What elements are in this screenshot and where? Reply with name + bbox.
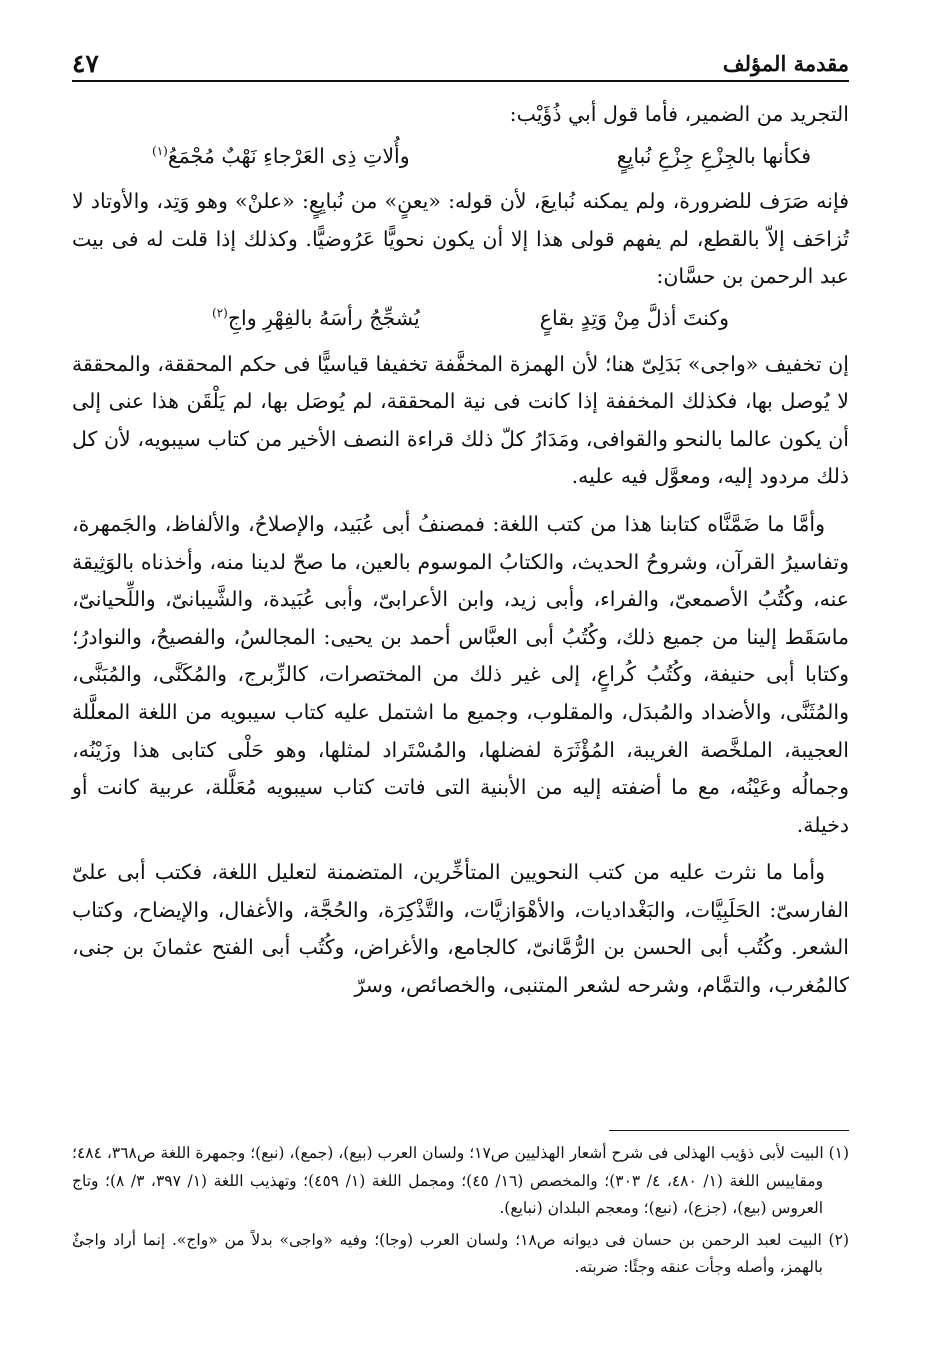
paragraph-takhfif: إن تخفيف «واجى» بَدَلِىّ هنا؛ لأن الهمزة المخفَّفة تخفيفا قياسيًّا فى حكم المحققة، والمحققة لا يُوصل بها، فكذلك المخففة إذا كانت فى نية المحققة، لم يُوصَل بها، لم يَلْقَن هذا عنى إلى أن يكون عالما بالنحو والقوافى، ومَدَارُ كلّ ذلك قراءة النصف الأخير من كتاب سيبويه، لأن كل ذلك مردود إليه، ومعوَّل فيه عليه. — [72, 351, 849, 489]
main-text — [72, 96, 849, 1005]
running-header — [72, 40, 849, 82]
footnote-marker: (٢) — [212, 306, 228, 321]
running-title: مقدمة المؤلف — [722, 51, 849, 76]
verse-second-hemistich: يُشجِّجُ رأسَهُ بالفِهْرِ واجِ$^{(٢)}$ — [212, 305, 420, 330]
footnote-divider — [609, 1130, 849, 1131]
footnote-2: (٢) البيت لعبد الرحمن بن حسان فى ديوانه ص١٨؛ ولسان العرب (وجا)؛ وفيه «واجى» بدلاً من «واج». إنما أراد واجئٌ بالهمز، وأصله وجأت عنقه وجئًا: ضربته. — [72, 1230, 849, 1276]
verse-first-hemistich: فكأنها بالجِزْعِ جِزْعِ نُبايِعٍ — [616, 143, 811, 168]
footnote-marker: (١) — [152, 143, 168, 158]
paragraph-explanation: فإنه صَرَف للضرورة، ولم يمكنه نُبايعَ، لأن قوله: «يعنٍ» من نُبايِعٍ: «علنْ» وهو وَتِد، والأوتاد لا تُزاحَف إلاّ بالقطع، لم يفهم قولى هذا إلا أن يكون نحويًّا عَرُوضيًّا. وكذلك إذا قلت له فى بيت عبد الرحمن بن حسَّان: — [72, 189, 849, 289]
verse-abu-dhuayb — [72, 138, 849, 176]
verse-second-hemistich: وأُلاتِ ذِى العَرْجاءِ نَهْبٌ مُجْمَعُ$^{(١)}$ — [152, 143, 410, 168]
footnote-1: (١) البيت لأبى ذؤيب الهذلى فى شرح أشعار الهذليين ص١٧؛ ولسان العرب (بيع)، (جمع)، (نبع)؛ وجمهرة اللغة ص٣٦٨، ٤٨٤؛ ومقاييس اللغة (١/ ٤٨٠، ٤/ ٣٠٣)؛ والمخصص (١٦/ ٤٥)؛ ومجمل اللغة (١/ ٤٥٩)؛ وتهذيب اللغة (١/ ٣٩٧، ٣/ ٨)؛ وتاج العروس (بيع)، (جزع)، (نبع)؛ ومعجم البلدان (نبايع). — [72, 1144, 850, 1217]
paragraph-grammar-sources: وأما ما نثرت عليه من كتب النحويين المتأخِّرين، المتضمنة لتعليل اللغة، فكتب أبى علىّ الفارسىّ: الحَلَبِيَّات، والبَغْداديات، والأهْوَازيَّات، والتَّذْكِرَة، والحُجَّة، والأغفال، والإيضاح، وكتاب الشعر. وكُتُب أبى الحسن بن الرُّمَّانىّ، كالجامع، والأغراض، وكُتُب أبى الفتح عثمانَ بن جنى، كالمُغرب، والتمَّام، وشرحه لشعر المتنبى، والخصائص، وسرّ — [72, 860, 849, 998]
verse-ibn-hassan — [72, 300, 849, 338]
footnotes — [72, 1140, 849, 1286]
paragraph-intro: التجريد من الضمير، فأما قول أبي ذُؤَيْب: — [509, 102, 849, 126]
page-number: ٤٧ — [72, 49, 99, 78]
verse-first-hemistich: وكنتَ أذلَّ مِنْ وَتِدٍ بقاعٍ — [539, 305, 729, 330]
paragraph-lexical-sources: وأمَّا ما ضَمَّنَّاه كتابنا هذا من كتب اللغة: فمصنفُ أبى عُبَيد، والإصلاحُ، والألفاظ، والجَمهرة، وتفاسيرُ القرآن، وشروحُ الحديث، والكتابُ الموسوم بالعين، ما صحّ لدينا منه، وأخذناه بالوَثِيقة عنه، وكُتُبُ الأصمعىّ، والفراء، وأبى زيد، وابن الأعرابىّ، وأبى عُبَيدة، والشَّيبانىّ، واللِّحيانىّ، ماسَقَط إلينا من جميع ذلك، وكُتُبُ أبى العبَّاس أحمد بن يحيى: المجالسُ، والفصيحُ، والنوادرُ؛ وكتابا أبى حنيفة، وكُتُبُ كُراعٍ، إلى غير ذلك من المختصرات، كالزِّبرج، والمُكَنَّى، والمُبَنَّى، والمُثَنَّى، والأضداد والمُبدَل، والمقلوب، وجميع ما اشتمل عليه كتاب سيبويه من اللغة المعلَّلة العجيبة، الملخَّصة الغريبة، المُؤْثَرَة لفضلها، والمُسْتَراد لمثلها، وهو حَلْى كتابى هذا وزَيْنُه، وجمالُه وعَيْنُه، مع ما أضفته إليه من الأبنية التى فاتت كتاب سيبويه مُعَلَّلة، عربية كانت أو دخيلة. — [72, 511, 849, 837]
